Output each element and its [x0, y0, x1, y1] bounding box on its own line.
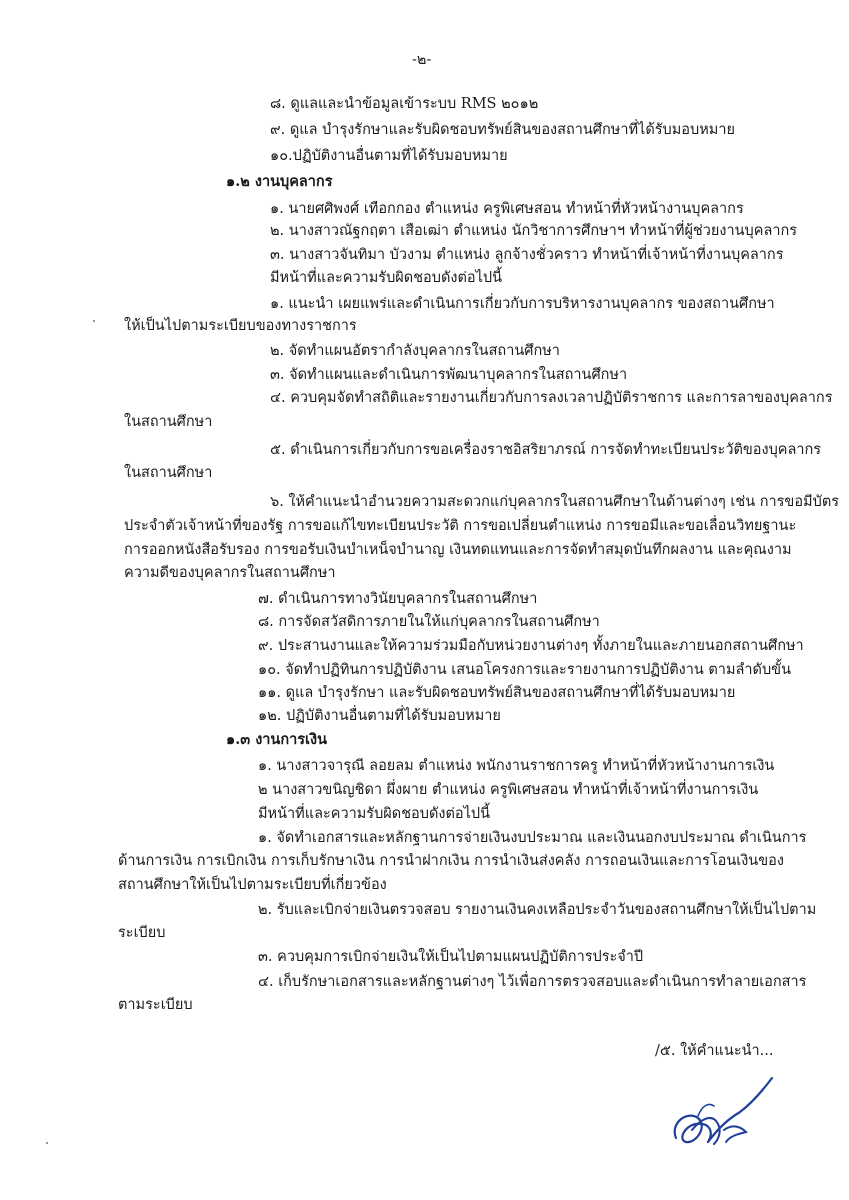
text-line: ๑. จัดทำเอกสารและหลักฐานการจ่ายเงินงบประมาณ และเงินนอกงบประมาณ ดำเนินการ: [258, 830, 807, 846]
text-line: ในสถานศึกษา: [124, 465, 213, 481]
text-line: ๑๐.ปฏิบัติงานอื่นตามที่ได้รับมอบหมาย: [270, 148, 508, 164]
text-line: ๕. ดำเนินการเกี่ยวกับการขอเครื่องราชอิสริยาภรณ์ การจัดทำทะเบียนประวัติของบุคลากร: [270, 442, 822, 458]
text-line: ๒. รับและเบิกจ่ายเงินตรวจสอบ รายงานเงินคงเหลือประจำวันของสถานศึกษาให้เป็นไปตาม: [258, 902, 817, 918]
text-line: ๑๑. ดูแล บำรุงรักษา และรับผิดชอบทรัพย์สินของสถานศึกษาที่ได้รับมอบหมาย: [258, 685, 736, 701]
text-line: ให้เป็นไปตามระเบียบของทางราชการ: [124, 318, 357, 334]
text-line: มีหน้าที่และความรับผิดชอบดังต่อไปนี้: [258, 806, 490, 822]
text-line: ในสถานศึกษา: [124, 414, 213, 430]
text-line: ๓. จัดทำแผนและดำเนินการพัฒนาบุคลากรในสถานศึกษา: [270, 367, 628, 383]
text-line: ๒ นางสาวขนิญชิดา ผึ่งผาย ตำแหน่ง ครูพิเศษสอน ทำหน้าที่เจ้าหน้าที่งานการเงิน: [258, 782, 759, 798]
text-line: ๑๐. จัดทำปฏิทินการปฏิบัติงาน เสนอโครงการและรายงานการปฏิบัติงาน ตามลำดับขั้น: [258, 662, 791, 678]
text-line: สถานศึกษาให้เป็นไปตามระเบียบที่เกี่ยวข้อง: [118, 877, 387, 893]
page-number: -๒-: [412, 52, 432, 68]
text-line: ๓. นางสาวจันทิมา บัวงาม ตำแหน่ง ลูกจ้างชั่วคราว ทำหน้าที่เจ้าหน้าที่งานบุคลากร: [270, 247, 784, 263]
text-line: ๑. นายศศิพงศ์ เทือกกอง ตำแหน่ง ครูพิเศษสอน ทำหน้าที่หัวหน้างานบุคลากร: [270, 201, 744, 217]
text-line: ๑. นางสาวจารุณี ลอยลม ตำแหน่ง พนักงานราชการครู ทำหน้าที่หัวหน้างานการเงิน: [258, 758, 775, 774]
scan-speck: [93, 320, 95, 322]
text-line: ๙. ประสานงานและให้ความร่วมมือกับหน่วยงานต่างๆ ทั้งภายในและภายนอกสถานศึกษา: [258, 638, 804, 654]
text-line: ความดีของบุคลากรในสถานศึกษา: [124, 565, 336, 581]
text-line: มีหน้าที่และความรับผิดชอบดังต่อไปนี้: [270, 270, 502, 286]
section-heading: ๑.๓ งานการเงิน: [226, 731, 328, 748]
text-line: ๘. การจัดสวัสดิการภายในให้แก่บุคลากรในสถานศึกษา: [258, 614, 600, 630]
text-line: ๓. ควบคุมการเบิกจ่ายเงินให้เป็นไปตามแผนปฏิบัติการประจำปี: [258, 949, 644, 965]
text-line: ๔. ควบคุมจัดทำสถิติและรายงานเกี่ยวกับการลงเวลาปฏิบัติราชการ และการลาของบุคลากร: [270, 390, 833, 406]
section-heading: ๑.๒ งานบุคลากร: [226, 173, 333, 190]
text-line: ๑๒. ปฏิบัติงานอื่นตามที่ได้รับมอบหมาย: [258, 708, 501, 724]
text-line: ๖. ให้คำแนะนำอำนวยความสะดวกแก่บุคลากรในสถานศึกษาในด้านต่างๆ เช่น การขอมีบัตร: [270, 494, 840, 510]
continuation-text: /๕. ให้คำแนะนำ...: [655, 1043, 774, 1059]
text-line: ระเบียบ: [118, 925, 166, 941]
signature: [668, 1072, 778, 1162]
text-line: ๙. ดูแล บำรุงรักษาและรับผิดชอบทรัพย์สินของสถานศึกษาที่ได้รับมอบหมาย: [270, 122, 735, 138]
text-line: ๘. ดูแลและนำข้อมูลเข้าระบบ RMS ๒๐๑๒: [270, 96, 539, 112]
text-line: ๗. ดำเนินการทางวินัยบุคลากรในสถานศึกษา: [258, 591, 538, 607]
text-line: ๑. แนะนำ เผยแพร่และดำเนินการเกี่ยวกับการบริหารงานบุคลากร ของสถานศึกษา: [270, 296, 775, 312]
text-line: ประจำตัวเจ้าหน้าที่ของรัฐ การขอแก้ไขทะเบียนประวัติ การขอเปลี่ยนตำแหน่ง การขอมีและขอเลื่อนวิทยฐานะ: [124, 518, 797, 534]
text-line: ๒. จัดทำแผนอัตรากำลังบุคลากรในสถานศึกษา: [270, 343, 560, 359]
text-line: ตามระเบียบ: [118, 997, 193, 1013]
text-line: ๒. นางสาวณัฐกฤตา เสือเฒ่า ตำแหน่ง นักวิชาการศึกษาฯ ทำหน้าที่ผู้ช่วยงานบุคลากร: [270, 223, 798, 239]
text-line: การออกหนังสือรับรอง การขอรับเงินบำเหน็จบำนาญ เงินทดแทนและการจัดทำสมุดบันทึกผลงาน และคุณงาม: [124, 542, 792, 558]
scan-speck: [46, 1142, 48, 1144]
text-line: ด้านการเงิน การเบิกเงิน การเก็บรักษาเงิน การนำฝากเงิน การนำเงินส่งคลัง การถอนเงินและการโอนเงินของ: [118, 853, 784, 869]
text-line: ๔. เก็บรักษาเอกสารและหลักฐานต่างๆ ไว้เพื่อการตรวจสอบและดำเนินการทำลายเอกสาร: [258, 974, 807, 990]
